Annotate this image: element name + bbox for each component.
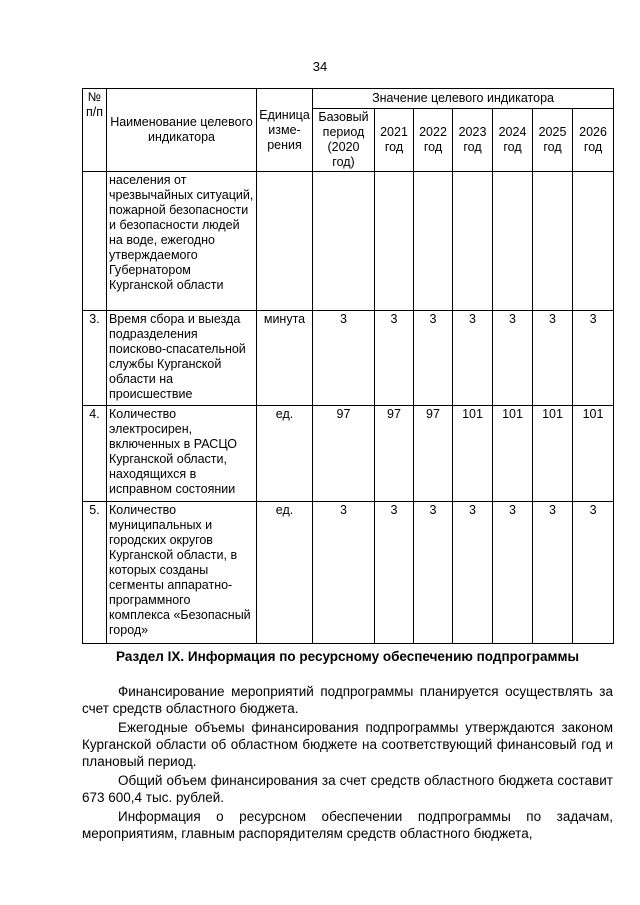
row-value: 3 [375, 502, 414, 644]
row-unit [257, 172, 313, 311]
row-value [573, 172, 614, 311]
header-base: Базовый период (2020 год) [313, 109, 375, 172]
row-value: 3 [493, 502, 533, 644]
header-name: Наименование целевого индикатора [107, 89, 257, 172]
target-indicators-table [82, 88, 614, 644]
table-row [83, 406, 614, 502]
header-num: № п/п [83, 89, 107, 172]
row-base: 97 [313, 406, 375, 502]
paragraph: Информация о ресурсном обеспечении подпрограммы по задачам, мероприятиям, главным распорядителям средств областного бюджета, [82, 809, 613, 841]
header-year: 2021 год [375, 109, 414, 172]
row-value [414, 172, 453, 311]
row-value [453, 172, 493, 311]
row-value: 3 [573, 311, 614, 406]
row-base: 3 [313, 502, 375, 644]
table-row [83, 502, 614, 644]
row-value: 3 [533, 502, 573, 644]
row-name: населения от чрезвычайных ситуаций, пожарной безопасности и безопасности людей на воде, ежегодно утверждаемого Губернатором Курганской области [107, 172, 257, 311]
paragraph: Общий объем финансирования за счет средств областного бюджета составит 673 600,4 тыс. рублей. [82, 773, 613, 805]
row-num: 3. [83, 311, 107, 406]
paragraph: Ежегодные объемы финансирования подпрограммы утверждаются законом Курганской области об областном бюджете на соответствующий финансовый год и плановый период. [82, 720, 613, 769]
header-value-group: Значение целевого индикатора [313, 89, 614, 109]
row-name: Время сбора и выезда подразделения поисково-спасательной службы Курганской области на происшествие [107, 311, 257, 406]
row-value [533, 172, 573, 311]
section-title: Раздел IX. Информация по ресурсному обеспечению подпрограммы [116, 649, 579, 664]
header-year: 2026 год [573, 109, 614, 172]
row-value: 101 [533, 406, 573, 502]
row-name: Количество электросирен, включенных в РАСЦО Курганской области, находящихся в исправном состоянии [107, 406, 257, 502]
header-year: 2022 год [414, 109, 453, 172]
header-unit: Единица изме-рения [257, 89, 313, 172]
row-value: 3 [453, 502, 493, 644]
row-value: 101 [493, 406, 533, 502]
paragraph: Финансирование мероприятий подпрограммы планируется осуществлять за счет средств областного бюджета. [82, 684, 613, 716]
row-num: 5. [83, 502, 107, 644]
row-value: 97 [414, 406, 453, 502]
row-value: 3 [453, 311, 493, 406]
page-number: 34 [312, 59, 328, 74]
row-value [493, 172, 533, 311]
row-value: 3 [414, 311, 453, 406]
row-unit: ед. [257, 502, 313, 644]
row-unit: минута [257, 311, 313, 406]
header-year: 2024 год [493, 109, 533, 172]
row-value [375, 172, 414, 311]
table-row [83, 311, 614, 406]
row-base [313, 172, 375, 311]
table-row [83, 172, 614, 311]
row-value: 3 [493, 311, 533, 406]
row-value: 3 [414, 502, 453, 644]
row-value: 101 [453, 406, 493, 502]
row-value: 97 [375, 406, 414, 502]
row-unit: ед. [257, 406, 313, 502]
row-value: 3 [375, 311, 414, 406]
row-num [83, 172, 107, 311]
header-year: 2023 год [453, 109, 493, 172]
row-num: 4. [83, 406, 107, 502]
row-value: 3 [533, 311, 573, 406]
row-value: 3 [573, 502, 614, 644]
row-value: 101 [573, 406, 614, 502]
row-name: Количество муниципальных и городских округов Курганской области, в которых созданы сегменты аппаратно-программного комплекса «Безопасный город» [107, 502, 257, 644]
header-year: 2025 год [533, 109, 573, 172]
row-base: 3 [313, 311, 375, 406]
